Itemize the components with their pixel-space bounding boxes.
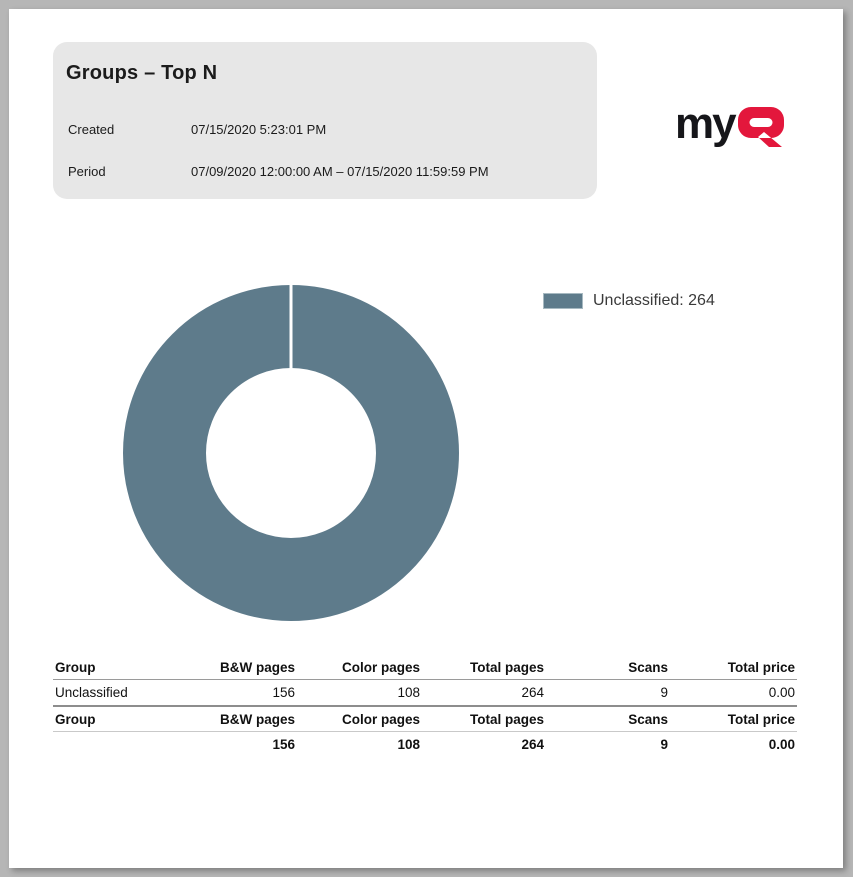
col-header-total-pages: Total pages xyxy=(422,656,546,680)
totals-color-pages: 108 xyxy=(397,737,420,752)
groups-table xyxy=(53,656,797,757)
summary-header-group: Group xyxy=(53,706,193,732)
created-label: Created xyxy=(68,122,115,137)
col-header-total-price: Total price xyxy=(670,656,797,680)
myq-logo-graphic xyxy=(678,98,784,150)
period-value: 07/09/2020 12:00:00 AM – 07/15/2020 11:59:59 PM xyxy=(191,164,489,179)
col-header-color-pages: Color pages xyxy=(297,656,422,680)
report-header-card xyxy=(53,42,597,199)
logo-text-my: my xyxy=(678,99,735,148)
summary-header-color-pages: Color pages xyxy=(297,706,422,732)
col-header-scans: Scans xyxy=(546,656,670,680)
table-summary-header-row xyxy=(53,706,797,732)
table-row-unclassified xyxy=(53,680,797,707)
period-row xyxy=(68,164,489,179)
legend-swatch-rect xyxy=(544,294,583,309)
page-title: Groups – Top N xyxy=(66,62,218,84)
myq-logo xyxy=(678,98,784,150)
totals-total-price: 0.00 xyxy=(768,737,795,752)
summary-header-total-price: Total price xyxy=(670,706,797,732)
report-page xyxy=(9,9,843,868)
summary-header-scans: Scans xyxy=(546,706,670,732)
cell-scans: 9 xyxy=(546,680,670,707)
created-value: 07/15/2020 5:23:01 PM xyxy=(191,122,327,137)
summary-header-total-pages: Total pages xyxy=(422,706,546,732)
totals-group xyxy=(53,732,193,758)
period-label: Period xyxy=(68,164,106,179)
cell-color-pages: 108 xyxy=(297,680,422,707)
col-header-group: Group xyxy=(53,656,193,680)
donut-chart xyxy=(121,283,461,623)
cell-total-price: 0.00 xyxy=(670,680,797,707)
table-header-row xyxy=(53,656,797,680)
totals-total-pages: 264 xyxy=(521,737,544,752)
col-header-bw-pages: B&W pages xyxy=(193,656,297,680)
summary-header-bw-pages: B&W pages xyxy=(193,706,297,732)
logo-q-icon xyxy=(738,107,784,147)
cell-group: Unclassified xyxy=(53,680,193,707)
legend-label: Unclassified: 264 xyxy=(593,292,715,309)
totals-scans: 9 xyxy=(660,737,668,752)
legend-swatch-icon xyxy=(543,293,583,309)
totals-bw-pages: 156 xyxy=(272,737,295,752)
cell-total-pages: 264 xyxy=(422,680,546,707)
cell-bw-pages: 156 xyxy=(193,680,297,707)
donut-slice-divider xyxy=(290,284,293,370)
table-totals-row xyxy=(53,732,797,758)
chart-legend xyxy=(543,292,715,310)
created-row xyxy=(68,122,326,137)
